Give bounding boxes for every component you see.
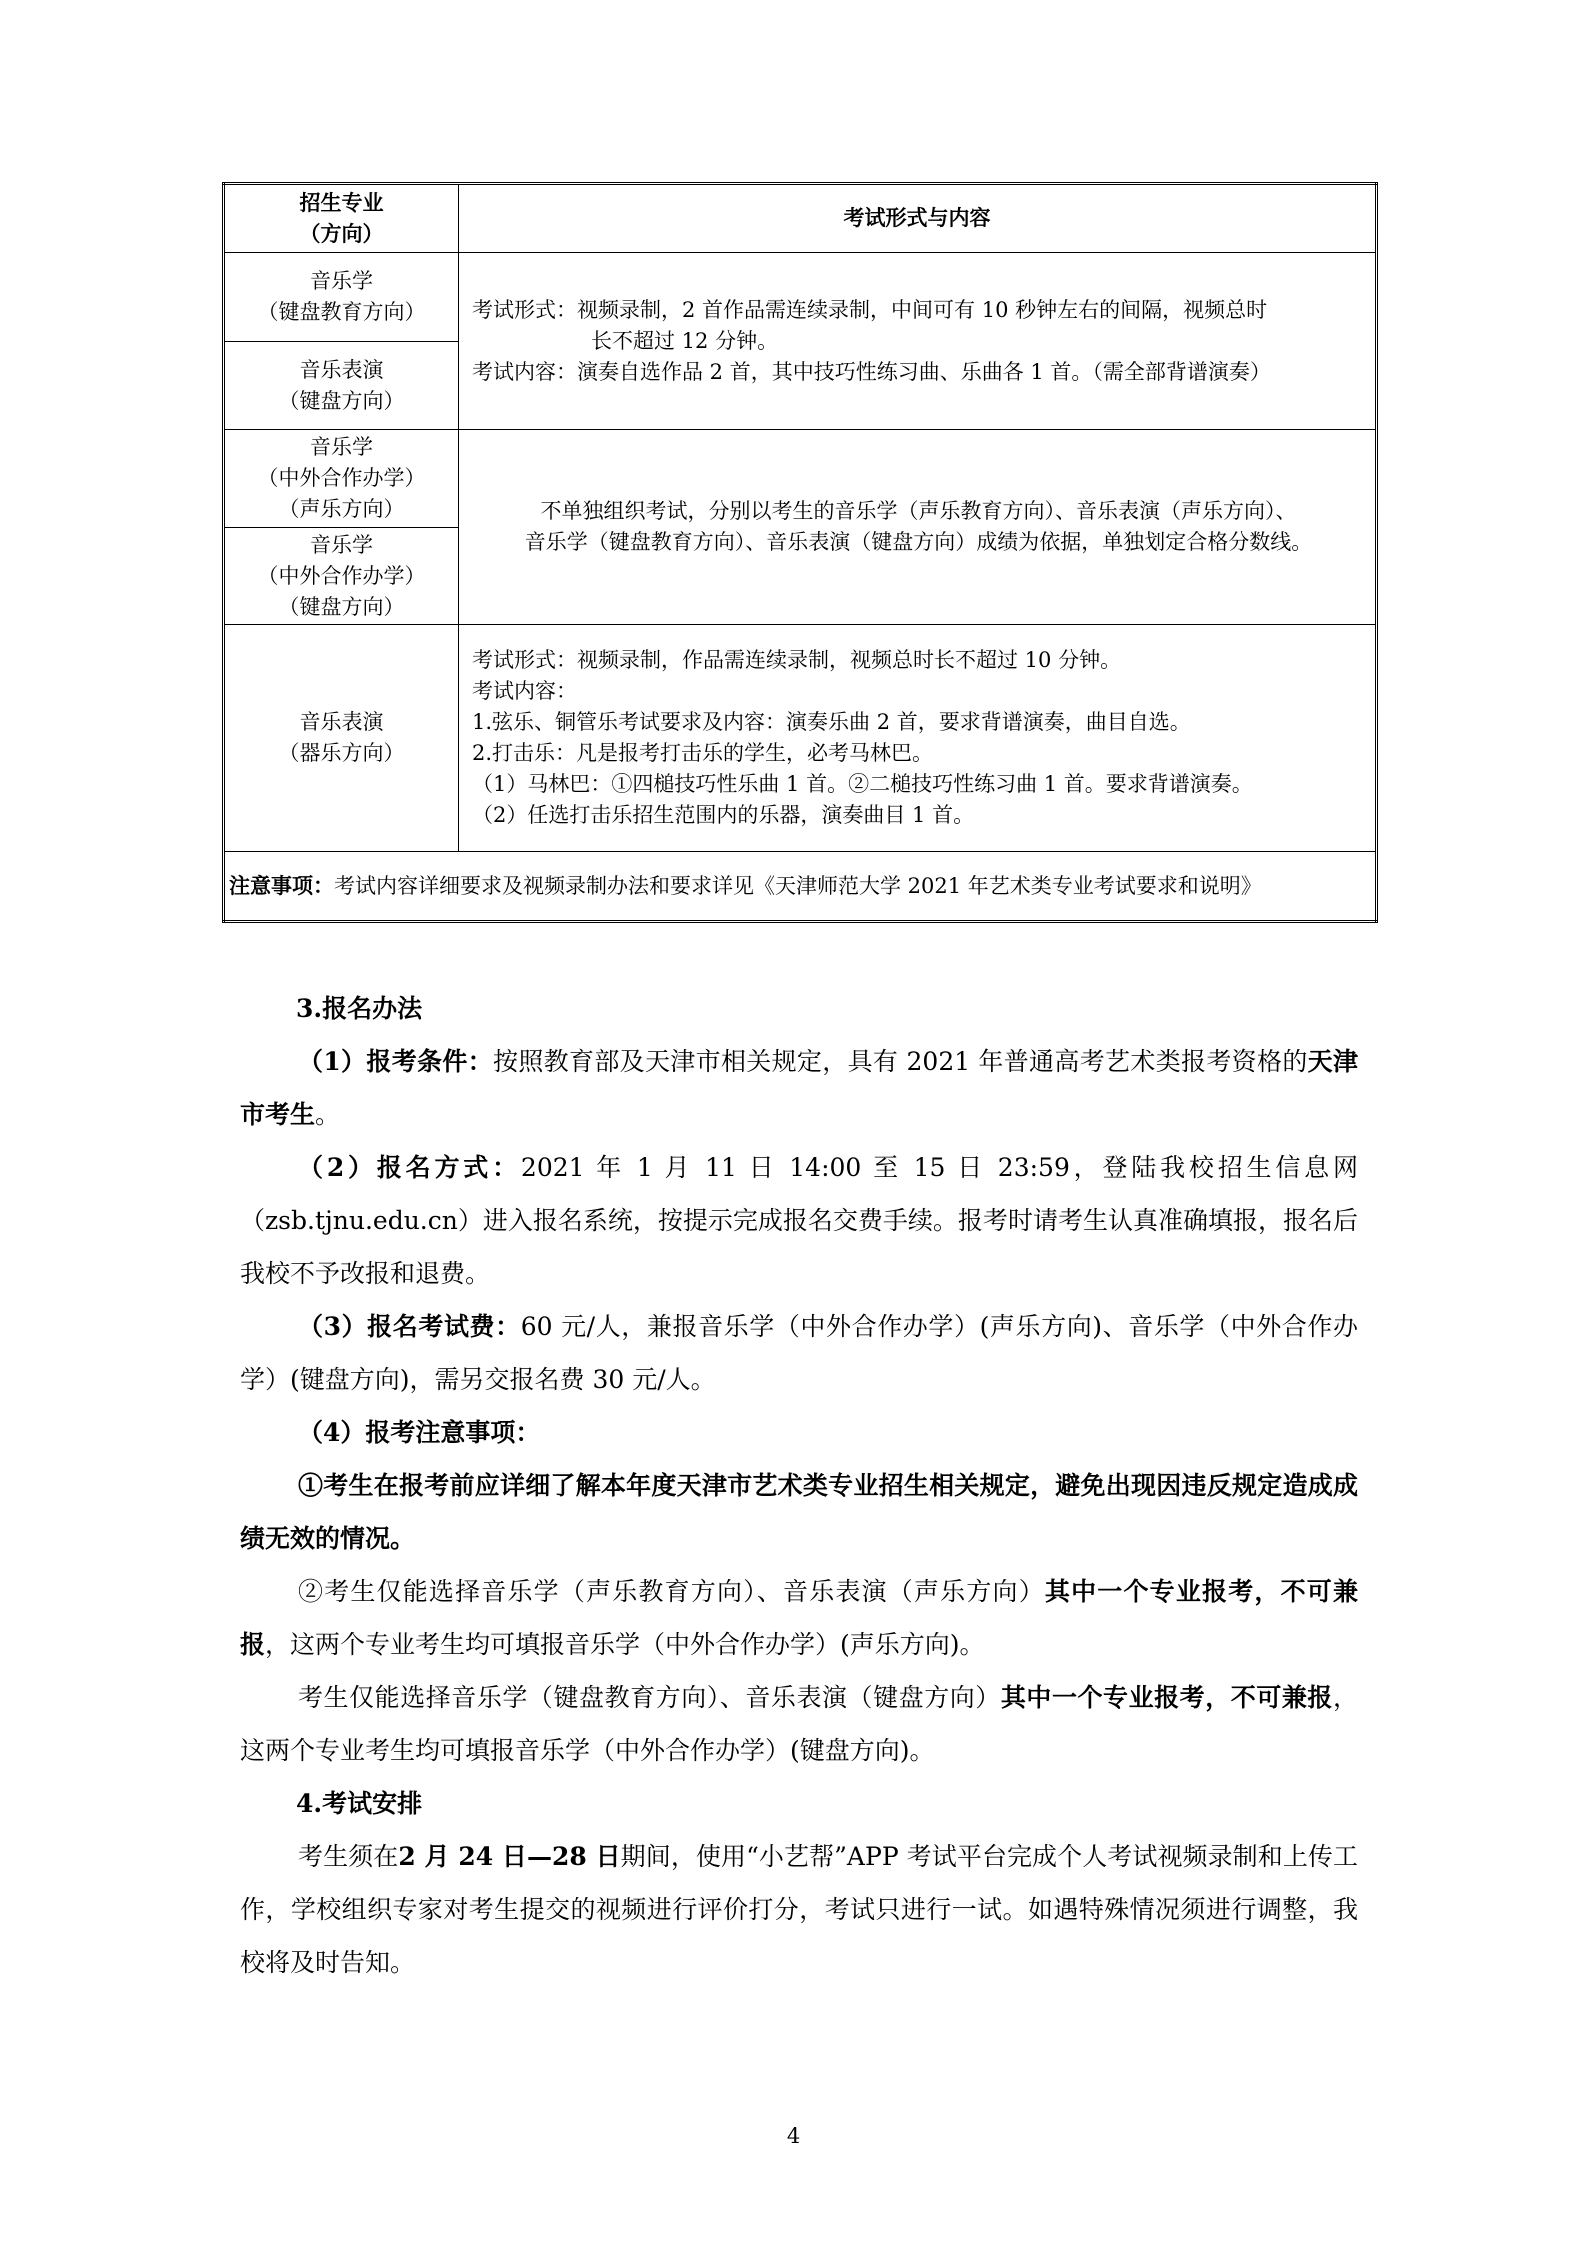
paragraph <box>240 1300 1358 1406</box>
major-program: （中外合作办学） <box>257 466 426 490</box>
major-name: 音乐表演 <box>299 710 384 734</box>
section-heading: 4.考试安排 <box>296 1789 423 1818</box>
note-label: 注意事项： <box>229 874 334 898</box>
major-name: 音乐表演 <box>299 357 384 382</box>
paragraph <box>240 1830 1358 1989</box>
form-text: 视频录制，2 首作品需连续录制，中间可有 10 秒钟左右的间隔，视频总时 <box>577 297 1268 322</box>
bold-text: 2 月 24 日—28 日 <box>398 1842 621 1871</box>
major-direction: （键盘方向） <box>278 594 405 619</box>
content-text: 1.弦乐、铜管乐考试要求及内容：演奏乐曲 2 首，要求背谱演奏，曲目自选。 <box>472 710 1191 734</box>
major-direction: （声乐方向） <box>278 497 405 521</box>
paragraph-text: ，这两个专业考生均可填报音乐学（中外合作办学）(键盘方向)。 <box>240 1683 1358 1765</box>
note-text: 考试内容详细要求及视频录制办法和要求详见《天津师范大学 2021 年艺术类专业考试要求和说明》 <box>334 874 1262 898</box>
exam-requirements-table <box>222 182 1378 923</box>
page-number: 4 <box>786 2124 801 2148</box>
paragraph-text: 期间，使用“小艺帮”APP 考试平台完成个人考试视频录制和上传工作，学校组织专家对考生提交的视频进行评价打分，考试只进行一试。如遇特殊情况须进行调整，我校将及时告知。 <box>240 1842 1358 1977</box>
major-direction: （器乐方向） <box>278 741 405 765</box>
paragraph <box>240 1035 1358 1141</box>
content-text: （2）任选打击乐招生范围内的乐器，演奏曲目 1 首。 <box>472 803 975 827</box>
content-text: 考试形式：视频录制，作品需连续录制，视频总时长不超过 10 分钟。 <box>472 648 1122 672</box>
header-content-cell: 考试形式与内容 <box>459 184 1377 253</box>
major-program: （中外合作办学） <box>257 563 426 588</box>
content-text: 音乐学（键盘教育方向）、音乐表演（键盘方向）成绩为依据，单独划定合格分数线。 <box>524 530 1313 554</box>
content-cell <box>459 625 1377 852</box>
paragraph-text: ，这两个专业考生均可填报音乐学（中外合作办学）(声乐方向)。 <box>265 1630 985 1659</box>
content-cell <box>459 430 1377 625</box>
form-text-cont: 长不超过 12 分钟。 <box>591 328 779 353</box>
header-major-cell <box>224 184 459 253</box>
table-header-row <box>224 184 1377 253</box>
major-cell <box>224 528 459 625</box>
major-cell <box>224 625 459 852</box>
paragraph <box>240 1141 1358 1300</box>
paragraph: ①考生在报考前应详细了解本年度天津市艺术类专业招生相关规定，避免出现因违反规定造成成绩无效的情况。 <box>240 1471 1358 1553</box>
content-cell <box>459 253 1377 430</box>
paragraph <box>240 1671 1358 1777</box>
content-text: 考试内容：演奏自选作品 2 首，其中技巧性练习曲、乐曲各 1 首。（需全部背谱演奏） <box>472 359 1271 384</box>
paragraph-label: （2）报名方式： <box>298 1153 521 1182</box>
bold-text: 天津市考生 <box>240 1047 1358 1129</box>
major-name: 音乐学 <box>310 269 373 293</box>
content-text: 不单独组织考试，分别以考生的音乐学（声乐教育方向）、音乐表演（声乐方向）、 <box>540 499 1297 523</box>
paragraph-label: （1）报考条件： <box>298 1047 494 1076</box>
section-heading: 3.报名办法 <box>296 994 423 1023</box>
table-row <box>224 430 1377 528</box>
paragraph-label: （3）报名考试费： <box>298 1312 521 1341</box>
major-name: 音乐学 <box>310 435 373 459</box>
major-cell <box>224 342 459 430</box>
paragraph-label: （4）报考注意事项： <box>298 1418 541 1447</box>
paragraph-text: 60 元/人，兼报音乐学（中外合作办学）(声乐方向)、音乐学（中外合作办学）(键盘方向)，需另交报名费 30 元/人。 <box>240 1312 1358 1394</box>
paragraph-text: 按照教育部及天津市相关规定，具有 2021 年普通高考艺术类报考资格的 <box>493 1047 1308 1076</box>
major-cell <box>224 253 459 342</box>
paragraph-text: 2021 年 1 月 11 日 14:00 至 15 日 23:59，登陆我校招生信息网（zsb.tjnu.edu.cn）进入报名系统，按提示完成报名交费手续。报考时请考生认真准确填报，报名后我校不予改报和退费。 <box>240 1153 1358 1288</box>
note-row <box>224 852 1377 922</box>
content-text: （1）马林巴：①四槌技巧性乐曲 1 首。②二槌技巧性练习曲 1 首。要求背谱演奏。 <box>472 772 1253 796</box>
major-direction: （键盘教育方向） <box>257 300 426 324</box>
note-cell <box>224 852 1377 922</box>
major-direction: （键盘方向） <box>278 388 405 413</box>
content-text: 考试内容： <box>472 679 577 703</box>
table-row <box>224 625 1377 852</box>
content-text: 2.打击乐：凡是报考打击乐的学生，必考马林巴。 <box>472 741 934 765</box>
paragraph <box>240 1406 1358 1459</box>
body-text <box>240 982 1358 1989</box>
header-major-line2: （方向） <box>299 221 384 246</box>
table-row <box>224 253 1377 342</box>
major-name: 音乐学 <box>310 532 373 557</box>
form-label: 考试形式： <box>472 297 577 322</box>
major-cell <box>224 430 459 528</box>
paragraph <box>240 1565 1358 1671</box>
bold-text: 其中一个专业报考，不可兼报 <box>1000 1683 1333 1712</box>
paragraph-text: 。 <box>315 1100 341 1129</box>
header-major-line1: 招生专业 <box>299 190 384 215</box>
paragraph-text: ②考生仅能选择音乐学（声乐教育方向）、音乐表演（声乐方向） <box>298 1577 1045 1606</box>
paragraph-text: 考生仅能选择音乐学（键盘教育方向）、音乐表演（键盘方向） <box>298 1683 1001 1712</box>
paragraph-text: 考生须在 <box>298 1842 399 1871</box>
bold-text: 其中一个专业报考，不可兼报 <box>240 1577 1358 1659</box>
